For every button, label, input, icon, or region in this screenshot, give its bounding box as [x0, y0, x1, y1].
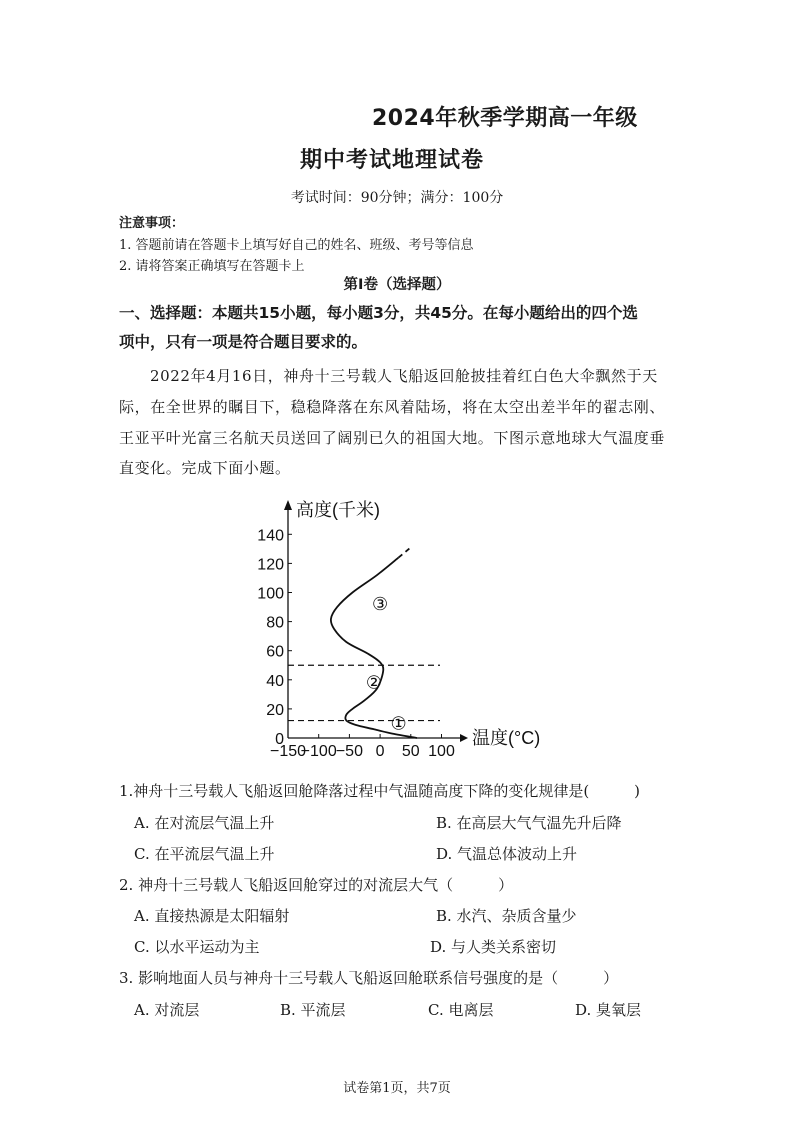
x-tick-label: 50 [401, 743, 420, 760]
exam-info: 考试时间：90分钟；满分：100分 [290, 190, 504, 206]
y-tick-label: 0 [275, 731, 284, 748]
question-stem: 1.神舟十三号载人飞船返回舱降落过程中气温随高度下降的变化规律是( ) [119, 782, 641, 800]
y-tick-label: 140 [257, 527, 284, 545]
question-option[interactable]: B. 平流层 [280, 1001, 346, 1019]
y-tick-label: 100 [257, 585, 284, 603]
layer-region-label: ② [365, 672, 383, 693]
y-tick-label: 40 [266, 672, 284, 690]
section-title: 第Ⅰ卷（选择题） [343, 277, 451, 293]
x-tick-label: 100 [428, 743, 455, 760]
question-option[interactable]: A. 直接热源是太阳辐射 [134, 907, 290, 925]
x-axis-label: 温度(°C) [472, 728, 541, 748]
y-tick-label: 60 [266, 643, 284, 661]
passage-line: 王亚平叶光富三名航天员送回了阔别已久的祖国大地。下图示意地球大气温度垂 [119, 429, 666, 447]
x-tick-label: −100 [300, 743, 337, 760]
layer-region-label: ③ [372, 593, 389, 614]
question-option[interactable]: B. 在高层大气气温先升后降 [436, 814, 622, 832]
notice-item: 2. 请将答案正确填写在答题卡上 [119, 259, 305, 274]
instruction-line: 项中，只有一项是符合题目要求的。 [119, 333, 368, 351]
passage-line: 2022年4月16日，神舟十三号载人飞船返回舱披挂着红白色大伞飘然于天 [150, 367, 658, 385]
y-axis-label: 高度(千米) [296, 500, 380, 520]
question-option[interactable]: C. 以水平运动为主 [134, 938, 260, 956]
temperature-curve-extension [399, 547, 411, 557]
question-option[interactable]: D. 臭氧层 [575, 1001, 642, 1019]
exam-title-line1: 2024年秋季学期高一年级 [372, 106, 638, 131]
exam-title-line2: 期中考试地理试卷 [300, 148, 485, 173]
question-option[interactable]: C. 电离层 [428, 1001, 494, 1019]
passage-line: 直变化。完成下面小题。 [119, 459, 291, 477]
question-option[interactable]: A. 在对流层气温上升 [134, 814, 275, 832]
temperature-altitude-chart [250, 490, 550, 760]
temperature-curve [331, 558, 417, 738]
question-stem: 2. 神舟十三号载人飞船返回舱穿过的对流层大气（ ） [119, 876, 514, 894]
y-axis-arrow [284, 500, 292, 510]
question-option[interactable]: D. 气温总体波动上升 [436, 845, 578, 863]
question-option[interactable]: D. 与人类关系密切 [430, 938, 557, 956]
notice-item: 1. 答题前请在答题卡上填写好自己的姓名、班级、考号等信息 [119, 238, 474, 253]
x-tick-label: 0 [375, 743, 385, 760]
y-tick-label: 120 [257, 556, 284, 574]
y-tick-label: 20 [266, 701, 284, 719]
instruction-line: 一、选择题：本题共15小题，每小题3分，共45分。在每小题给出的四个选 [119, 304, 638, 322]
x-tick-label: −150 [269, 743, 307, 760]
page-footer: 试卷第1页，共7页 [343, 1081, 451, 1096]
x-tick-label: −50 [335, 743, 363, 760]
question-option[interactable]: B. 水汽、杂质含量少 [436, 907, 577, 925]
y-tick-label: 80 [266, 614, 284, 632]
layer-region-label: ① [390, 713, 407, 734]
question-option[interactable]: C. 在平流层气温上升 [134, 845, 275, 863]
passage-line: 际，在全世界的瞩目下，稳稳降落在东风着陆场，将在太空出差半年的翟志刚、 [119, 398, 666, 416]
question-option[interactable]: A. 对流层 [134, 1001, 200, 1019]
x-axis-arrow [460, 734, 468, 742]
notice-heading: 注意事项： [119, 216, 185, 231]
question-stem: 3. 影响地面人员与神舟十三号载人飞船返回舱联系信号强度的是（ ） [119, 969, 619, 987]
